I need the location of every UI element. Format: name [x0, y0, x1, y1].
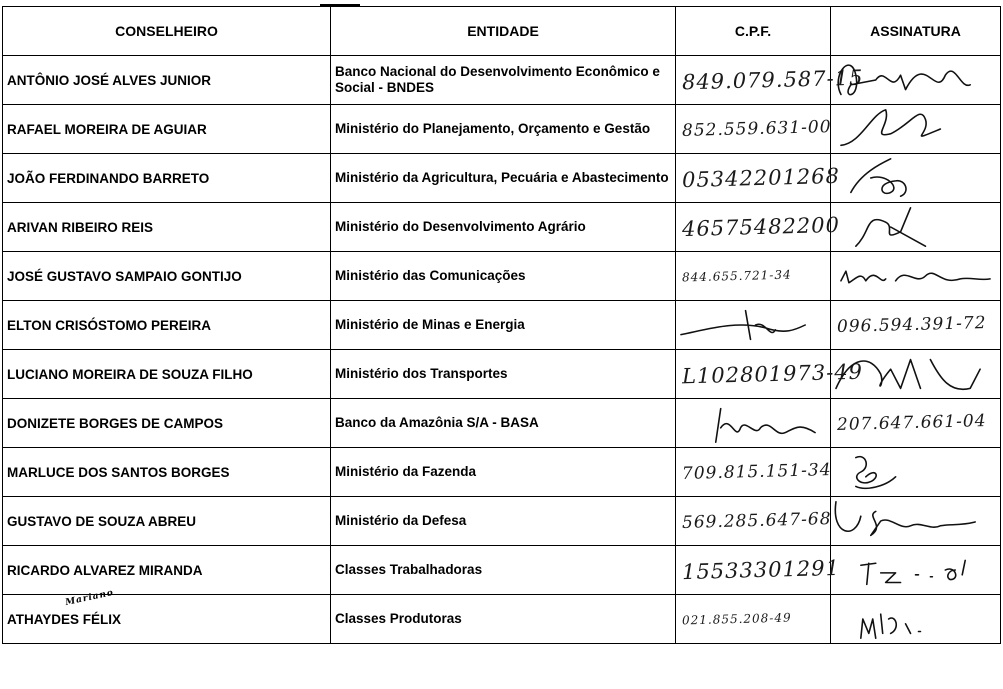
- table-row: [3, 399, 1001, 448]
- cpf-handwritten: 15533301291: [681, 555, 841, 585]
- signature-scribble: [831, 203, 1000, 251]
- signature-cell: [831, 105, 1001, 154]
- conselheiro-name: LUCIANO MOREIRA DE SOUZA FILHO: [3, 350, 331, 399]
- header-entidade: ENTIDADE: [331, 7, 676, 56]
- signature-scribble: [831, 595, 1000, 643]
- cpf-handwritten: 709.815.151-34: [681, 460, 832, 484]
- signature-handwritten: 207.647.661-04: [836, 411, 987, 435]
- table-row: [3, 203, 1001, 252]
- table-row: [3, 56, 1001, 105]
- header-assinatura: ASSINATURA: [831, 7, 1001, 56]
- entidade-name: Banco Nacional do Desenvolvimento Econômico e Social - BNDES: [331, 56, 676, 105]
- cpf-handwritten: 849.079.587-15: [681, 65, 864, 95]
- signature-scribble: [831, 252, 1000, 300]
- cpf-handwritten: L102801973-49: [681, 359, 864, 389]
- cpf-cell: [676, 252, 831, 301]
- entidade-name: Ministério das Comunicações: [331, 252, 676, 301]
- signature-scribble: [831, 546, 1000, 594]
- entidade-name: Ministério dos Transportes: [331, 350, 676, 399]
- table-row: [3, 350, 1001, 399]
- table-row: [3, 448, 1001, 497]
- cpf-handwritten: 46575482200: [681, 212, 841, 242]
- conselheiro-name: GUSTAVO DE SOUZA ABREU: [3, 497, 331, 546]
- signature-cell: [831, 301, 1001, 350]
- table-row: [3, 595, 1001, 644]
- signature-cell: [831, 448, 1001, 497]
- conselheiro-name: ELTON CRISÓSTOMO PEREIRA: [3, 301, 331, 350]
- entidade-name: Ministério da Defesa: [331, 497, 676, 546]
- conselheiro-name: ANTÔNIO JOSÉ ALVES JUNIOR: [3, 56, 331, 105]
- cpf-cell: [676, 105, 831, 154]
- signature-cell: [831, 252, 1001, 301]
- cpf-handwritten: 05342201268: [681, 163, 841, 193]
- header-conselheiro: CONSELHEIRO: [3, 7, 331, 56]
- signature-scribble: [831, 448, 1000, 496]
- entidade-name: Ministério do Planejamento, Orçamento e Gestão: [331, 105, 676, 154]
- cpf-cell: [676, 56, 864, 105]
- signature-scribble: [831, 350, 1000, 398]
- cpf-cell: [676, 203, 841, 252]
- signature-cell: [831, 399, 1001, 448]
- cpf-cell: [676, 154, 841, 203]
- table-row: [3, 105, 1001, 154]
- signature-cell: [831, 595, 1001, 644]
- conselheiro-name-cell: [3, 587, 331, 644]
- conselheiro-name: JOÃO FERDINANDO BARRETO: [3, 154, 331, 203]
- cpf-handwritten: 844.655.721-34: [681, 267, 792, 285]
- cpf-cell: [676, 350, 864, 399]
- signature-scribble: [831, 154, 1000, 202]
- entidade-name: Classes Produtoras: [331, 595, 676, 644]
- cpf-cell: [676, 546, 841, 595]
- signature-cell: [831, 154, 1001, 203]
- table-row: [3, 301, 1001, 350]
- table-row: [3, 497, 1001, 546]
- cpf-cell: [676, 497, 831, 546]
- cpf-handwritten: 021.855.208-49: [681, 610, 792, 628]
- signature-scribble: [831, 56, 1000, 104]
- header-cpf: C.P.F.: [676, 7, 831, 56]
- table-row: [3, 252, 1001, 301]
- conselheiro-name: ARIVAN RIBEIRO REIS: [3, 203, 331, 252]
- signature-cell: [831, 203, 1001, 252]
- signature-handwritten: 096.594.391-72: [836, 313, 987, 337]
- signature-cell: [831, 56, 1001, 105]
- signature-scribble: [676, 301, 830, 349]
- table-row: [3, 154, 1001, 203]
- signature-table: [2, 6, 1001, 644]
- entidade-name: Banco da Amazônia S/A - BASA: [331, 399, 676, 448]
- entidade-name: Ministério da Fazenda: [331, 448, 676, 497]
- table-row: [3, 546, 1001, 595]
- conselheiro-name: RICARDO ALVAREZ MIRANDA: [3, 546, 331, 595]
- cpf-cell: [676, 301, 831, 350]
- signature-cell: [831, 350, 1001, 399]
- signature-cell: [831, 546, 1001, 595]
- signature-scribble: [831, 105, 1000, 153]
- cpf-handwritten: 852.559.631-00: [681, 117, 832, 141]
- cpf-cell: [676, 399, 831, 448]
- cpf-cell: [676, 448, 831, 497]
- conselheiro-name: RAFAEL MOREIRA DE AGUIAR: [3, 105, 331, 154]
- entidade-name: Classes Trabalhadoras: [331, 546, 676, 595]
- signature-scribble: [831, 497, 1000, 545]
- entidade-name: Ministério do Desenvolvimento Agrário: [331, 203, 676, 252]
- conselheiro-name: JOSÉ GUSTAVO SAMPAIO GONTIJO: [3, 252, 331, 301]
- cpf-cell: [676, 595, 831, 644]
- entidade-name: Ministério da Agricultura, Pecuária e Abastecimento: [331, 154, 676, 203]
- handwritten-name-note: Mariano: [64, 587, 115, 609]
- conselheiro-name: MARLUCE DOS SANTOS BORGES: [3, 448, 331, 497]
- cpf-handwritten: 569.285.647-68: [681, 509, 832, 533]
- entidade-name: Ministério de Minas e Energia: [331, 301, 676, 350]
- conselheiro-name: DONIZETE BORGES DE CAMPOS: [3, 399, 331, 448]
- header-row: [3, 7, 1001, 56]
- signature-cell: [831, 497, 1001, 546]
- conselheiro-name: ATHAYDES FÉLIX: [7, 611, 122, 627]
- signature-scribble: [676, 399, 830, 447]
